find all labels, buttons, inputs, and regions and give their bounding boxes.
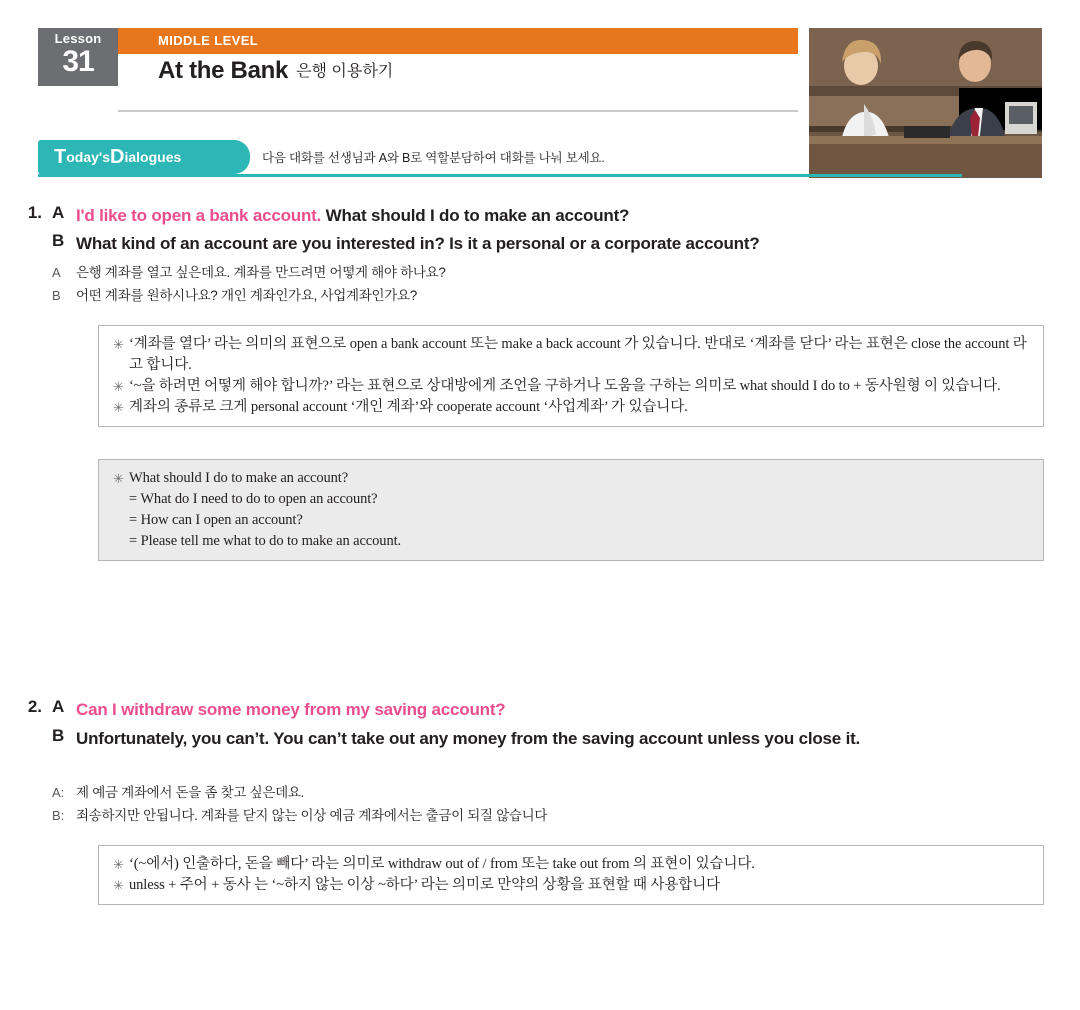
dialogue-2-line-a-ko: 제 예금 계좌에서 돈을 좀 찾고 싶은데요. <box>76 785 305 800</box>
star-icon: ✳ <box>113 337 124 352</box>
star-icon: ✳ <box>113 400 124 415</box>
dialogue-2-notes-white <box>98 845 1044 905</box>
tab-letter-t: T <box>54 146 67 168</box>
star-icon: ✳ <box>113 878 124 893</box>
dialogue-1-a-rest: What should I do to make an account? <box>325 206 630 225</box>
dialogue-1-speaker-b: B <box>52 231 65 250</box>
dialogue-2-number: 2. <box>27 697 42 716</box>
dialogue-1-ko-label-b: B <box>52 288 61 303</box>
dialogue-1-notes-gray <box>98 459 1044 561</box>
note-text: ‘계좌를 열다’ 라는 의미의 표현으로 open a bank account 또는 make a back account 가 있습니다. 반대로 ‘계좌를 닫다’ 라는 표현은 close the account 라고 합니다. <box>129 336 1027 373</box>
star-icon: ✳ <box>113 471 124 486</box>
dialogue-2-speaker-a: A <box>52 697 65 716</box>
note-text: unless + 주어 + 동사 는 ‘~하지 않는 이상 ~하다’ 라는 의미로 만약의 상황을 표현할 때 사용합니다 <box>129 877 721 893</box>
dialogue-1-ko-label-a: A <box>52 265 61 280</box>
lesson-title-en: At the Bank <box>158 57 289 84</box>
dialogue-2-line-b-ko: 죄송하지만 안됩니다. 계좌를 닫지 않는 이상 예금 계좌에서는 출금이 되질 않습니다 <box>76 808 548 823</box>
note-item <box>113 854 1029 875</box>
tab-text-oday: oday's <box>66 149 111 165</box>
dialogue-1-a-highlight: I'd like to open a bank account. <box>76 206 322 225</box>
dialogue-2-speaker-b: B <box>52 726 65 745</box>
dialogue-1-line-b-ko: 어떤 계좌를 원하시나요? 개인 계좌인가요, 사업계좌인가요? <box>76 288 417 303</box>
todays-dialogues-tab <box>38 140 250 174</box>
lesson-number: 31 <box>62 45 94 78</box>
dialogues-instruction: 다음 대화를 선생님과 A와 B로 역할분담하여 대화를 나눠 보세요. <box>262 151 605 165</box>
dialogue-1-line-a-en <box>76 203 1046 228</box>
note-text: What should I do to make an account? <box>129 470 349 486</box>
lesson-word: Lesson <box>54 31 102 46</box>
note-item <box>113 376 1029 397</box>
dialogue-1-line-a-ko: 은행 계좌를 열고 싶은데요. 계좌를 만드려면 어떻게 해야 하나요? <box>76 265 446 280</box>
note-text: ‘(~에서) 인출하다, 돈을 빼다’ 라는 의미로 withdraw out of / from 또는 take out from 의 표현이 있습니다. <box>129 856 755 872</box>
note-item <box>113 468 1029 489</box>
note-item <box>113 397 1029 418</box>
tab-text-ialogues: ialogues <box>124 149 182 165</box>
note-item <box>113 875 1029 896</box>
note-alt-2: = How can I open an account? <box>129 512 303 528</box>
note-alt-1: = What do I need to do to open an account? <box>129 491 378 507</box>
dialogue-2-line-a-en <box>76 697 1046 722</box>
lesson-title-ko: 은행 이용하기 <box>296 63 394 80</box>
dialogue-1-line-b-en: What kind of an account are you interested in? Is it a personal or a corporate account? <box>76 234 760 253</box>
tab-letter-d: D <box>110 146 125 168</box>
teal-divider <box>38 174 962 177</box>
note-text: 계좌의 종류로 크게 personal account ‘개인 계좌’와 cooperate account ‘사업계좌’ 가 있습니다. <box>129 399 688 415</box>
level-bar: MIDDLE LEVEL <box>118 28 798 54</box>
dialogue-2-line-b-en: Unfortunately, you can’t. You can’t take out any money from the saving account unless you close it. <box>76 729 861 748</box>
dialogue-1-number: 1. <box>27 203 42 222</box>
dialogue-2-ko-label-b: B: <box>52 808 65 823</box>
bank-counter-photo <box>809 28 1042 178</box>
dialogue-2-ko-label-a: A: <box>52 785 65 800</box>
lesson-badge <box>38 28 118 86</box>
note-alt-3: = Please tell me what to do to make an account. <box>129 533 402 549</box>
note-text: ‘~을 하려면 어떻게 해야 합니까?’ 라는 표현으로 상대방에게 조언을 구하거나 도움을 구하는 의미로 what should I do to + 동사원형 이 있습니다. <box>129 378 1001 394</box>
title-bar <box>118 54 798 112</box>
note-item <box>113 334 1029 376</box>
dialogue-1-notes-white <box>98 325 1044 427</box>
star-icon: ✳ <box>113 857 124 872</box>
star-icon: ✳ <box>113 379 124 394</box>
dialogue-2-a-highlight: Can I withdraw some money from my saving account? <box>76 700 506 719</box>
dialogue-1-speaker-a: A <box>52 203 65 222</box>
